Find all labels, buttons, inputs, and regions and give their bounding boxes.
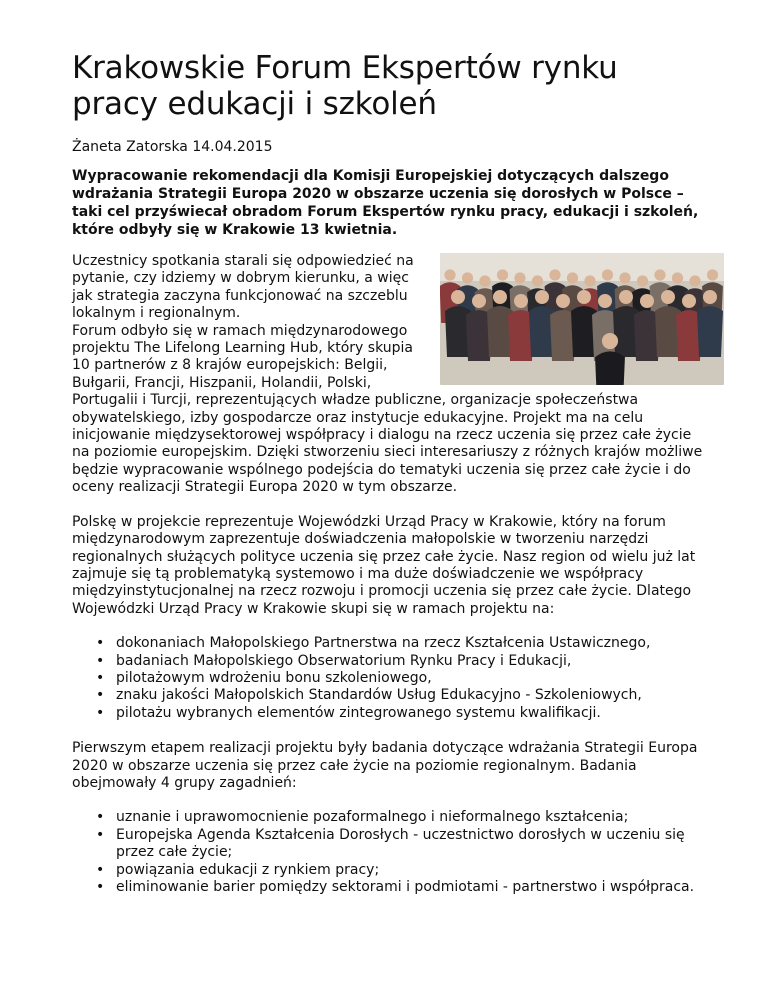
person-head <box>602 333 618 349</box>
person-head <box>462 272 473 283</box>
person-head <box>602 269 613 280</box>
person-head <box>689 275 700 286</box>
list-item: • znaku jakości Małopolskich Standardów Usług Edukacyjno - Szkoleniowych, <box>72 687 712 704</box>
person-figure <box>697 306 723 357</box>
person-head <box>584 275 595 286</box>
person-head <box>444 269 455 280</box>
person-head <box>472 294 486 308</box>
intro-section <box>72 253 712 497</box>
person-head <box>637 275 648 286</box>
poland-paragraph: Polskę w projekcie reprezentuje Wojewódzki Urząd Pracy w Krakowie, który na forum międzynarodowym zaprezentuje doświadczenia małopolskie w tworzeniu narzędzi regionalnych służących polityce uczenia się przez całe życie. Nasz region od wielu już lat zajmuje się tą problematyką systemowo i ma duże doświadczenie we współpracy międzyinstytucjonalnej na rzecz rozwoju i promocji uczenia się przez całe życie. Dlatego Wojewódzki Urząd Pracy w Krakowie skupi się w ramach projektu na: <box>72 513 696 617</box>
article-lead: Wypracowanie rekomendacji dla Komisji Europejskiej dotyczących dalszego wdrażania Strategii Europa 2020 w obszarze uczenia się dorosłych w Polsce – taki cel przyświecał obradom Forum Ekspertów rynku pracy, edukacji i szkoleń, które odbyły się w Krakowie 13 kwietnia. <box>72 168 699 238</box>
group-photo-icon <box>440 253 724 385</box>
list-item: • eliminowanie barier pomiędzy sektorami i podmiotami - partnerstwo i współpraca. <box>72 879 712 896</box>
person-head <box>514 272 525 283</box>
list-item: • badaniach Małopolskiego Obserwatorium Rynku Pracy i Edukacji, <box>72 653 712 670</box>
person-head <box>640 294 654 308</box>
person-head <box>672 272 683 283</box>
person-head <box>493 290 507 304</box>
person-head <box>532 275 543 286</box>
person-figure <box>595 351 625 385</box>
person-head <box>619 272 630 283</box>
article <box>72 50 712 914</box>
list-item: • pilotażu wybranych elementów zintegrowanego systemu kwalifikacji. <box>72 705 712 722</box>
list-item: • uznanie i uprawomocnienie pozaformalnego i nieformalnego kształcenia; <box>72 809 712 826</box>
person-head <box>556 294 570 308</box>
person-head <box>577 290 591 304</box>
article-title: Krakowskie Forum Ekspertów rynku pracy edukacji i szkoleń <box>72 50 618 122</box>
person-head <box>654 269 665 280</box>
person-head <box>661 290 675 304</box>
person-head <box>619 290 633 304</box>
person-head <box>535 290 549 304</box>
person-head <box>707 269 718 280</box>
forum-paragraph: Forum odbyło się w ramach międzynarodowego projektu The Lifelong Learning Hub, który skupia 10 partnerów z 8 krajów europejskich: Belgii, Bułgarii, Francji, Hiszpanii, Holandii, Polski, Portugalii i Turcji, reprezentujących władze publiczne, organizacje społeczeństwa obywatelskiego, izby gospodarcze oraz instytucje edukacyjne. Projekt ma na celu inicjowanie międzysektorowej współpracy i dialogu na rzecz uczenia się przez całe życie na poziomie europejskim. Dzięki stworzeniu sieci interesariuszy z różnych krajów możliwe będzie wypracowanie wspólnego podejścia do tematyki uczenia się przez całe życie i do oceny realizacji Strategii Europa 2020 w tym obszarze. <box>72 322 703 496</box>
list-item: • powiązania edukacji z rynkiem pracy; <box>72 862 712 879</box>
list-item: • dokonaniach Małopolskiego Partnerstwa na rzecz Kształcenia Ustawicznego, <box>72 635 712 652</box>
list-item: • pilotażowym wdrożeniu bonu szkoleniowego, <box>72 670 712 687</box>
group-photo <box>440 253 724 385</box>
person-head <box>682 294 696 308</box>
person-head <box>598 294 612 308</box>
person-head <box>479 275 490 286</box>
person-head <box>567 272 578 283</box>
author-date: Żaneta Zatorska 14.04.2015 <box>72 139 273 155</box>
intro-paragraph: Uczestnicy spotkania starali się odpowiedzieć na pytanie, czy idziemy w dobrym kierunku, a więc jak strategia zaczyna funkcjonować na szczeblu lokalnym i regionalnym. <box>72 253 414 322</box>
focus-list <box>72 635 712 722</box>
person-head <box>497 269 508 280</box>
person-head <box>514 294 528 308</box>
topics-list <box>72 809 712 896</box>
person-head <box>703 290 717 304</box>
research-paragraph: Pierwszym etapem realizacji projektu były badania dotyczące wdrażania Strategii Europa 2020 w obszarze uczenia się przez całe życie na poziomie regionalnym. Badania obejmowały 4 grupy zagadnień: <box>72 740 698 791</box>
list-item: • Europejska Agenda Kształcenia Dorosłych - uczestnictwo dorosłych w uczeniu się przez całe życie; <box>72 827 712 862</box>
person-head <box>451 290 465 304</box>
person-head <box>549 269 560 280</box>
